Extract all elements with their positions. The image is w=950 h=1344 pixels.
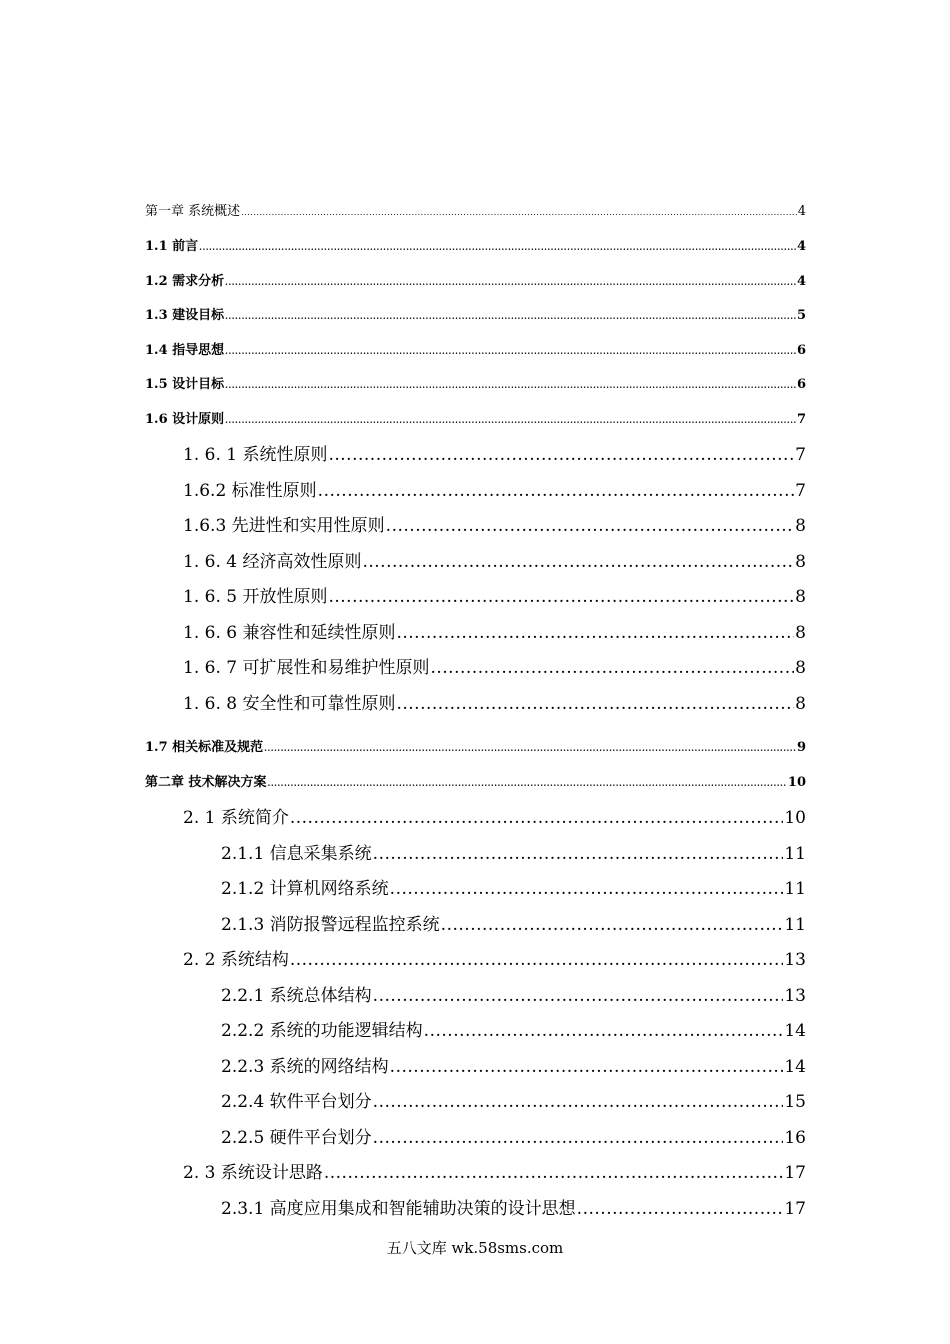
toc-entry-1-2[interactable] [145, 270, 806, 289]
toc-entry-chapter-1[interactable] [145, 200, 806, 219]
toc-leader [225, 277, 796, 287]
toc-entry-1-6-6[interactable] [183, 618, 806, 643]
toc-leader [373, 1092, 784, 1112]
toc-leader [324, 1163, 784, 1183]
toc-entry-1-6-7[interactable] [183, 653, 806, 678]
toc-leader [577, 1199, 784, 1219]
toc-page: 8 [795, 694, 806, 714]
toc-page: 4 [796, 239, 806, 254]
toc-page: 8 [795, 623, 806, 643]
toc-leader [328, 587, 794, 607]
toc-label: 1.3 建设目标 [145, 308, 225, 323]
toc-leader [362, 552, 794, 572]
toc-page: 7 [795, 481, 806, 501]
toc-leader [430, 658, 794, 678]
toc-entry-chapter-2[interactable] [145, 771, 806, 790]
toc-label: 1.2 需求分析 [145, 274, 225, 289]
toc-label: 2.1.2 计算机网络系统 [221, 879, 389, 899]
toc-page: 16 [784, 1128, 806, 1148]
toc-label: 2. 2 系统结构 [183, 950, 289, 970]
toc-leader [290, 950, 784, 970]
toc-entry-2-2-3[interactable] [221, 1052, 806, 1077]
toc-page: 8 [795, 587, 806, 607]
toc-entry-2-2-4[interactable] [221, 1087, 806, 1112]
toc-leader [199, 242, 796, 252]
toc-page: 5 [796, 308, 806, 323]
toc-label: 第一章 系统概述 [145, 204, 241, 219]
toc-label: 1. 6. 6 兼容性和延续性原则 [183, 623, 396, 643]
toc-entry-2-3-1[interactable] [221, 1194, 806, 1219]
toc-entry-2-1-2[interactable] [221, 874, 806, 899]
toc-page: 7 [795, 445, 806, 465]
toc-leader [373, 844, 784, 864]
toc-entry-1-4[interactable] [145, 339, 806, 358]
toc-leader [225, 380, 796, 390]
toc-label: 1.6.2 标准性原则 [183, 481, 317, 501]
toc-entry-2-3[interactable] [183, 1158, 806, 1183]
toc-entry-1-6-4[interactable] [183, 547, 806, 572]
toc-page: 14 [784, 1021, 806, 1041]
toc-label: 1.6 设计原则 [145, 412, 225, 427]
toc-entry-1-6[interactable] [145, 408, 806, 427]
toc-page: 6 [796, 377, 806, 392]
toc-leader [396, 694, 794, 714]
toc-page: 11 [784, 844, 806, 864]
toc-label: 2.2.3 系统的网络结构 [221, 1057, 389, 1077]
toc-label: 1.6.3 先进性和实用性原则 [183, 516, 385, 536]
toc-page: 8 [795, 516, 806, 536]
toc-entry-1-6-8[interactable] [183, 689, 806, 714]
toc-leader [241, 208, 797, 217]
toc-label: 2.3.1 高度应用集成和智能辅助决策的设计思想 [221, 1199, 576, 1219]
toc-label: 2.2.5 硬件平台划分 [221, 1128, 372, 1148]
toc-page: 10 [787, 775, 806, 790]
toc-label: 2.1.3 消防报警远程监控系统 [221, 915, 440, 935]
toc-label: 1.4 指导思想 [145, 343, 225, 358]
toc-leader [373, 1128, 784, 1148]
toc-page: 13 [784, 986, 806, 1006]
toc-page: 14 [784, 1057, 806, 1077]
toc-page: 4 [797, 204, 806, 219]
toc-label: 2.2.1 系统总体结构 [221, 986, 372, 1006]
toc-label: 2.2.2 系统的功能逻辑结构 [221, 1021, 423, 1041]
toc-leader [318, 481, 795, 501]
toc-leader [268, 778, 787, 788]
toc-entry-2-2-5[interactable] [221, 1123, 806, 1148]
toc-entry-2-2-1[interactable] [221, 981, 806, 1006]
toc-label: 1.7 相关标准及规范 [145, 740, 264, 755]
toc-entry-1-5[interactable] [145, 373, 806, 392]
toc-page: 10 [784, 808, 806, 828]
toc-page: 13 [784, 950, 806, 970]
toc-page: 11 [784, 879, 806, 899]
toc-label: 2. 3 系统设计思路 [183, 1163, 323, 1183]
toc-leader [264, 743, 796, 753]
toc-entry-2-2[interactable] [183, 945, 806, 970]
toc-leader [328, 445, 794, 465]
toc-page: 4 [796, 274, 806, 289]
toc-leader [225, 346, 796, 356]
toc-page: 7 [796, 412, 806, 427]
toc-entry-2-1-1[interactable] [221, 839, 806, 864]
toc-leader [390, 879, 784, 899]
toc-entry-1-6-2[interactable] [183, 476, 806, 501]
toc-label: 1.5 设计目标 [145, 377, 225, 392]
toc-label: 2.1.1 信息采集系统 [221, 844, 372, 864]
toc-label: 1. 6. 4 经济高效性原则 [183, 552, 362, 572]
toc-label: 1.1 前言 [145, 239, 199, 254]
toc-leader [373, 986, 784, 1006]
toc-entry-1-7[interactable] [145, 736, 806, 755]
toc-label: 1. 6. 1 系统性原则 [183, 445, 328, 465]
toc-entry-2-1[interactable] [183, 803, 806, 828]
toc-page: 6 [796, 343, 806, 358]
toc-leader [386, 516, 795, 536]
toc-label: 1. 6. 8 安全性和可靠性原则 [183, 694, 396, 714]
toc-leader [424, 1021, 784, 1041]
toc-leader [396, 623, 794, 643]
toc-leader [441, 915, 784, 935]
toc-page: 9 [796, 740, 806, 755]
toc-page: 8 [795, 658, 806, 678]
toc-leader [390, 1057, 784, 1077]
toc-leader [225, 415, 796, 425]
toc-leader [225, 311, 796, 321]
toc-entry-1-6-5[interactable] [183, 582, 806, 607]
toc-page: 11 [784, 915, 806, 935]
toc-page: 17 [784, 1163, 806, 1183]
page-footer: 五八文库 wk.58sms.com [386, 1239, 564, 1257]
toc-label: 1. 6. 7 可扩展性和易维护性原则 [183, 658, 430, 678]
toc-page: 8 [795, 552, 806, 572]
toc-page: 17 [784, 1199, 806, 1219]
toc-leader [290, 808, 784, 828]
toc-label: 1. 6. 5 开放性原则 [183, 587, 328, 607]
toc-entry-1-6-3[interactable] [183, 511, 806, 536]
toc-entry-2-2-2[interactable] [221, 1016, 806, 1041]
toc-label: 2.2.4 软件平台划分 [221, 1092, 372, 1112]
toc-page: 15 [784, 1092, 806, 1112]
toc-entry-2-1-3[interactable] [221, 910, 806, 935]
toc-entry-1-3[interactable] [145, 304, 806, 323]
toc-entry-1-6-1[interactable] [183, 440, 806, 465]
toc-label: 2. 1 系统简介 [183, 808, 289, 828]
toc-label: 第二章 技术解决方案 [145, 775, 267, 790]
toc-entry-1-1[interactable] [145, 235, 806, 254]
